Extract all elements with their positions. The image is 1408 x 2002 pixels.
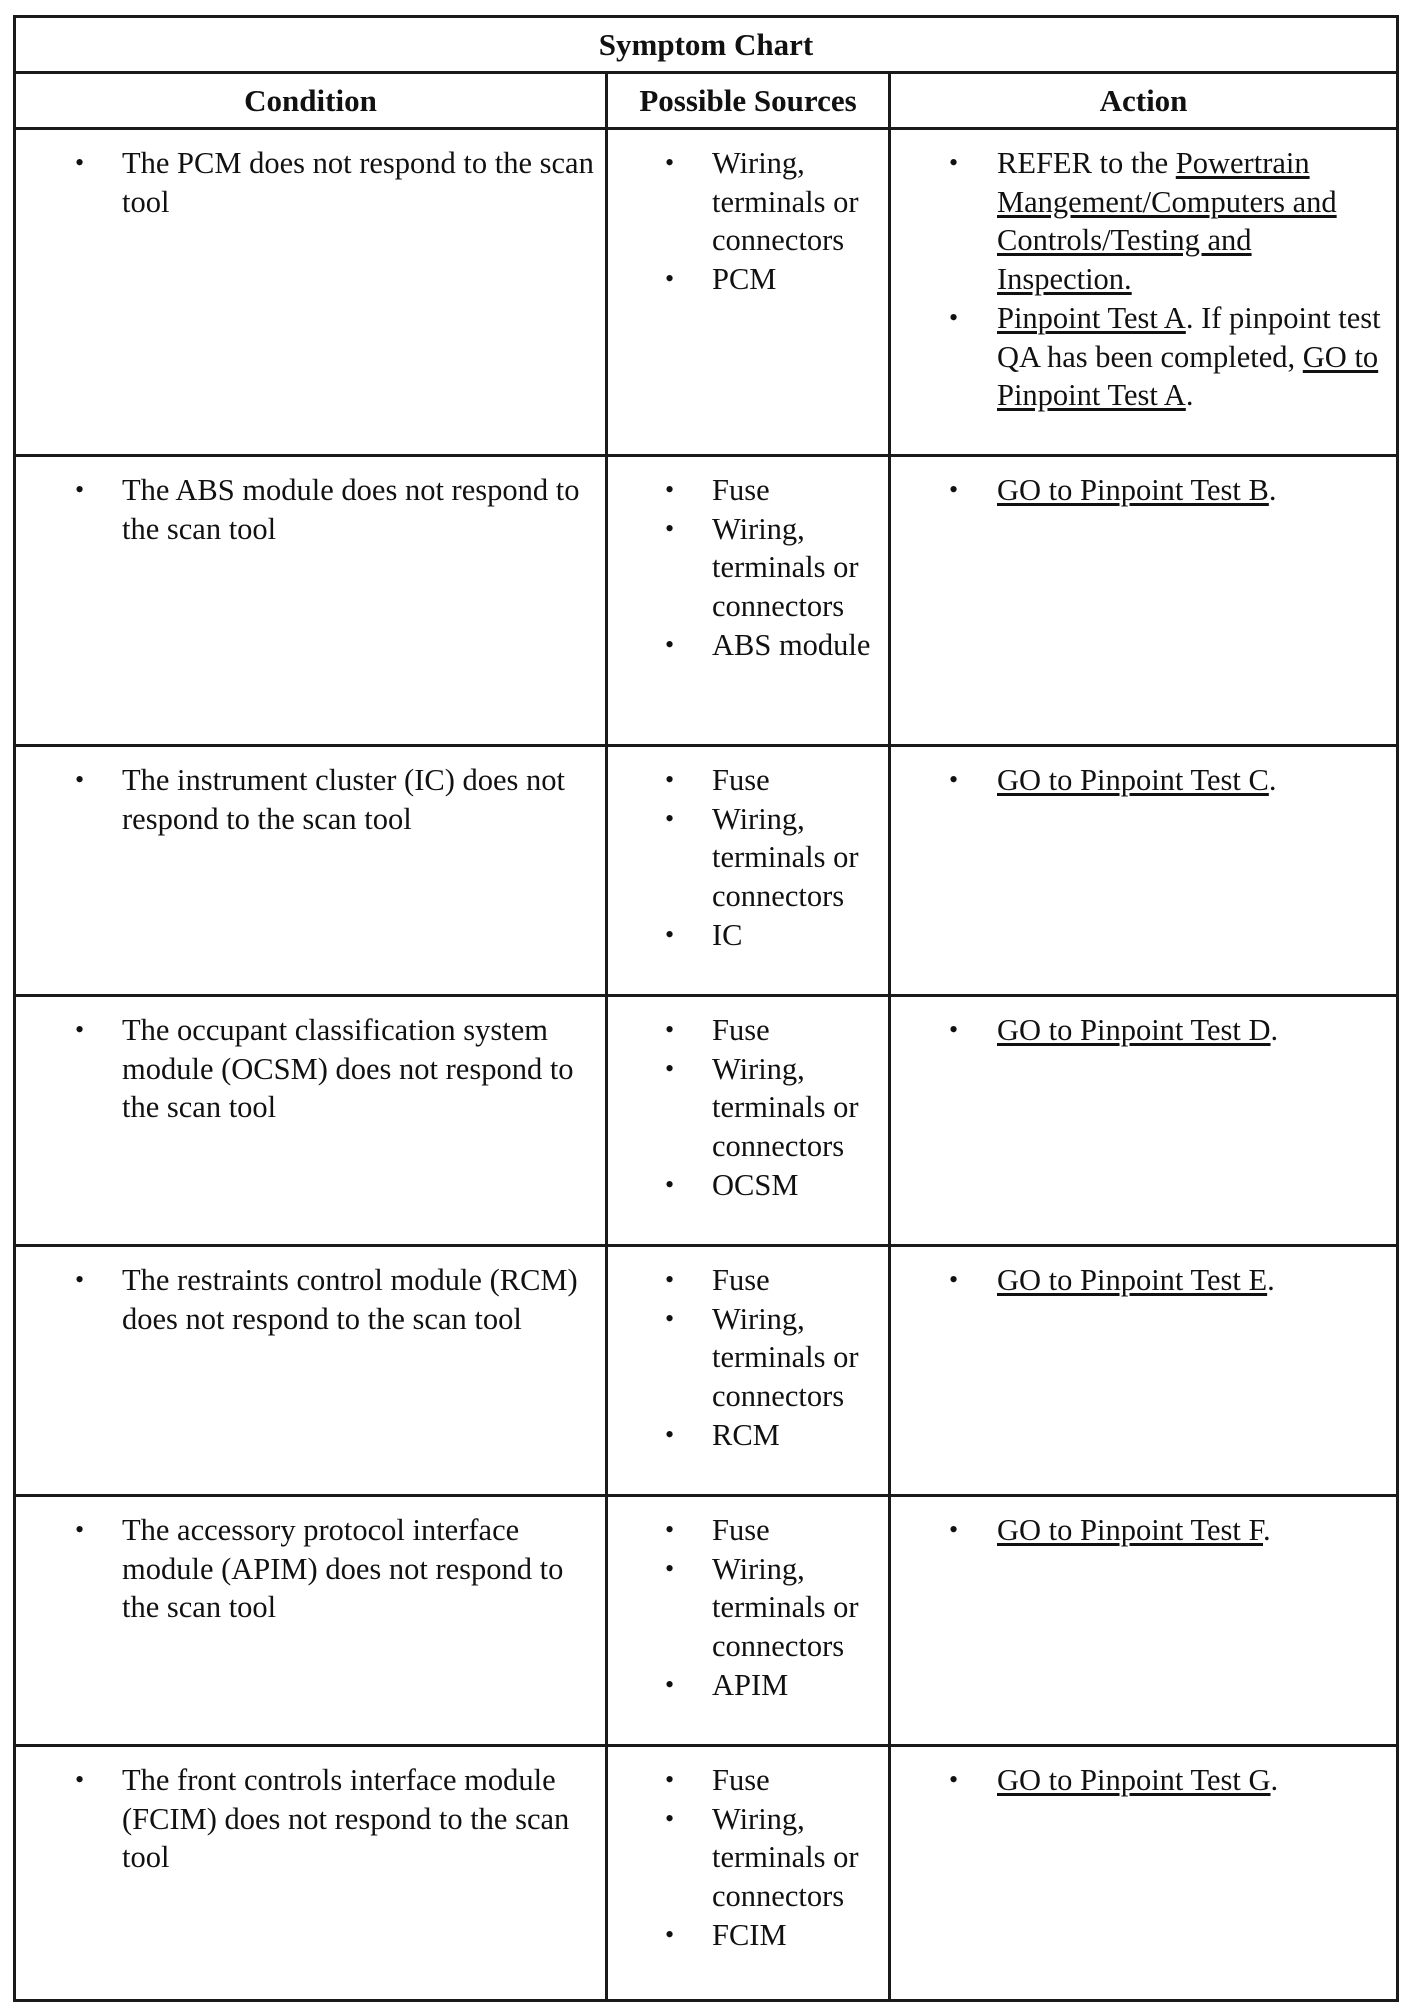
action-suffix: .	[1270, 1763, 1279, 1797]
go-to-pinpoint-test-f-link[interactable]: GO to Pinpoint Test F	[997, 1513, 1264, 1547]
condition-text: • The front controls interface module (FCIM) does not respond to the scan tool	[122, 1761, 599, 1877]
condition-text: • The instrument cluster (IC) does not respond to the scan tool	[122, 761, 599, 838]
go-to-pinpoint-test-e-link[interactable]: GO to Pinpoint Test E	[997, 1263, 1268, 1297]
go-to-pinpoint-test-b-link[interactable]: GO to Pinpoint Test B	[997, 473, 1269, 507]
table-row	[15, 129, 1398, 456]
action-item	[997, 1511, 1390, 1550]
action-cell	[890, 1746, 1398, 2001]
action-item	[997, 299, 1390, 415]
source-item: • Wiring, terminals or connectors	[712, 1050, 882, 1166]
header-possible-sources: Possible Sources	[607, 73, 890, 129]
pinpoint-test-a-link[interactable]: Pinpoint Test A	[997, 300, 1186, 335]
action-suffix: .	[1268, 763, 1277, 797]
condition-text: • The ABS module does not respond to the scan tool	[122, 471, 599, 548]
action-cell	[890, 129, 1398, 456]
go-to-pinpoint-test-d-link[interactable]: GO to Pinpoint Test D	[997, 1013, 1271, 1047]
action-middle-text: . If pinpoint test QA has been completed,	[997, 300, 1381, 374]
action-item	[997, 761, 1390, 800]
powertrain-management-link[interactable]: Powertrain Mangement/Computers and Controls/Testing and Inspection.	[997, 146, 1337, 297]
table-row	[15, 996, 1398, 1246]
action-suffix: .	[1270, 1013, 1279, 1047]
source-item: • PCM	[712, 260, 882, 299]
action-item	[997, 471, 1390, 510]
source-item: • Wiring, terminals or connectors	[712, 510, 882, 626]
action-cell	[890, 456, 1398, 746]
condition-text: • The occupant classification system module (OCSM) does not respond to the scan tool	[122, 1011, 599, 1127]
condition-cell	[15, 129, 607, 456]
source-item: • Fuse	[712, 1511, 882, 1550]
condition-text: • The PCM does not respond to the scan tool	[122, 144, 599, 221]
action-cell	[890, 746, 1398, 996]
action-cell	[890, 1496, 1398, 1746]
table-row	[15, 746, 1398, 996]
header-condition: Condition	[15, 73, 607, 129]
source-item: • RCM	[712, 1416, 882, 1455]
sources-cell	[607, 129, 890, 456]
action-suffix: .	[1267, 1263, 1275, 1297]
go-to-pinpoint-test-a-link[interactable]: GO to Pinpoint Test A	[997, 339, 1379, 413]
source-item: • Wiring, terminals or connectors	[712, 1800, 882, 1916]
action-cell	[890, 1246, 1398, 1496]
condition-cell	[15, 1746, 607, 2001]
go-to-pinpoint-test-g-link[interactable]: GO to Pinpoint Test G	[997, 1763, 1271, 1797]
table-row	[15, 1496, 1398, 1746]
source-item: • Wiring, terminals or connectors	[712, 1550, 882, 1666]
go-to-pinpoint-test-c-link[interactable]: GO to Pinpoint Test C	[997, 763, 1269, 797]
source-item: • Fuse	[712, 471, 882, 510]
source-item: • ABS module	[712, 626, 882, 665]
chart-title: Symptom Chart	[15, 17, 1398, 73]
action-item	[997, 1761, 1390, 1800]
source-item: • Fuse	[712, 1261, 882, 1300]
condition-cell	[15, 1246, 607, 1496]
source-item: • Wiring, terminals or connectors	[712, 800, 882, 916]
condition-cell	[15, 456, 607, 746]
condition-text: • The accessory protocol interface module (APIM) does not respond to the scan tool	[122, 1511, 599, 1627]
source-item: • APIM	[712, 1666, 882, 1705]
header-row	[15, 73, 1398, 129]
condition-text: • The restraints control module (RCM) does not respond to the scan tool	[122, 1261, 599, 1338]
sources-cell	[607, 996, 890, 1246]
action-item	[997, 1261, 1390, 1300]
action-suffix: .	[1263, 1513, 1271, 1547]
action-cell	[890, 996, 1398, 1246]
action-item	[997, 1011, 1390, 1050]
sources-cell	[607, 1746, 890, 2001]
sources-cell	[607, 746, 890, 996]
action-suffix: .	[1185, 378, 1194, 413]
condition-cell	[15, 996, 607, 1246]
condition-cell	[15, 1496, 607, 1746]
source-item: • OCSM	[712, 1166, 882, 1205]
action-prefix: REFER to the	[997, 146, 1176, 180]
source-item: • FCIM	[712, 1916, 882, 1955]
source-item: • Fuse	[712, 761, 882, 800]
source-item: • IC	[712, 916, 882, 955]
sources-cell	[607, 1246, 890, 1496]
table-row	[15, 1246, 1398, 1496]
source-item: • Fuse	[712, 1761, 882, 1800]
sources-cell	[607, 456, 890, 746]
title-row	[15, 17, 1398, 73]
header-action: Action	[890, 73, 1398, 129]
source-item: • Wiring, terminals or connectors	[712, 144, 882, 260]
action-item	[997, 144, 1390, 299]
condition-cell	[15, 746, 607, 996]
source-item: • Wiring, terminals or connectors	[712, 1300, 882, 1416]
action-suffix: .	[1268, 473, 1277, 507]
table-row	[15, 456, 1398, 746]
source-item: • Fuse	[712, 1011, 882, 1050]
symptom-chart-table	[13, 15, 1399, 2002]
table-row	[15, 1746, 1398, 2001]
sources-cell	[607, 1496, 890, 1746]
